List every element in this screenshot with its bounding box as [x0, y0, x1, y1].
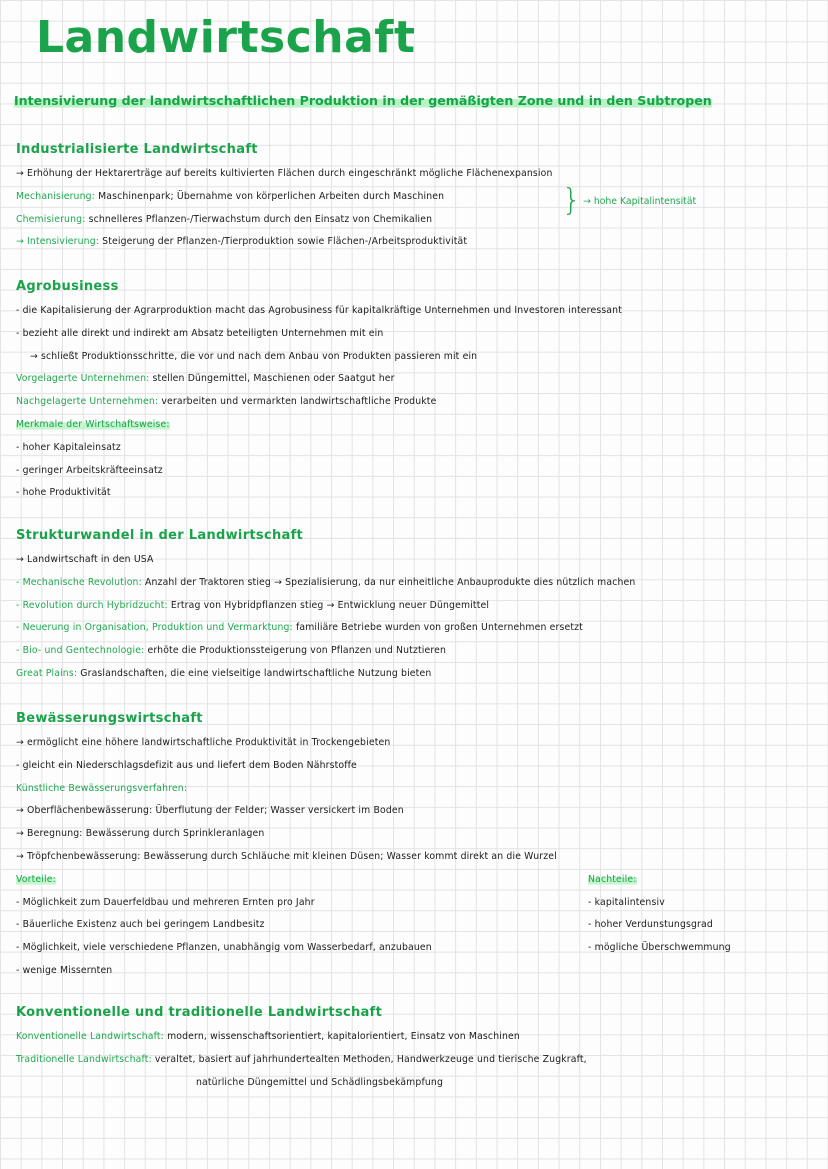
term-text: Graslandschaften, die eine vielseitige landwirtschaftliche Nutzung bieten	[80, 667, 432, 679]
section-konventionell-traditionell	[16, 1001, 820, 1094]
cons-label: Nachteile:	[588, 873, 637, 885]
term-label: - Bio- und Gentechnologie:	[16, 645, 145, 657]
term-label: - Revolution durch Hybridzucht:	[16, 599, 168, 611]
list-item: - hohe Produktivität	[16, 487, 111, 499]
term-label: Künstliche Bewässerungsverfahren:	[16, 782, 188, 794]
text-line	[16, 391, 820, 414]
text-line: → ermöglicht eine höhere landwirtschaftliche Produktivität in Trockengebieten	[16, 737, 391, 748]
list-item: - hoher Kapitaleinsatz	[16, 441, 121, 453]
brace-annotation	[562, 183, 697, 218]
term-label: → Intensivierung:	[16, 236, 100, 248]
text-line	[16, 186, 820, 209]
term-label: Nachgelagerte Unternehmen:	[16, 396, 159, 408]
list-item: - hoher Verdunstungsgrad	[588, 919, 713, 931]
text-line: → Landwirtschaft in den USA	[16, 554, 154, 565]
list-item: → Oberflächenbewässerung: Überflutung der Felder; Wasser versickert im Boden	[16, 805, 404, 817]
brace-text: → hohe Kapitalintensität	[583, 195, 697, 207]
list-item: → Beregnung: Bewässerung durch Sprinkleranlagen	[16, 828, 265, 840]
term-text: Steigerung der Pflanzen-/Tierproduktion sowie Flächen-/Arbeitsproduktivität	[102, 236, 468, 248]
text-line	[16, 414, 820, 437]
term-label: - Mechanische Revolution:	[16, 576, 142, 588]
text-line	[16, 231, 820, 254]
section-heading: Konventionelle und traditionelle Landwirtschaft	[16, 1005, 383, 1020]
section-bewaesserungswirtschaft	[16, 707, 820, 983]
highlight-label: Merkmale der Wirtschaftsweise:	[16, 418, 170, 430]
brace-icon: }	[562, 183, 582, 218]
text-line: - bezieht alle direkt und indirekt am Absatz beteiligten Unternehmen mit ein	[16, 327, 384, 339]
section-heading: Strukturwandel in der Landwirtschaft	[16, 528, 304, 543]
text-line	[16, 778, 820, 801]
topic-banner: Intensivierung der landwirtschaftlichen Produktion in der gemäßigten Zone und in den Subtropen	[14, 93, 712, 108]
text-line	[16, 572, 820, 595]
section-heading: Industrialisierte Landwirtschaft	[16, 142, 258, 157]
term-text: familiäre Betriebe wurden von großen Unternehmen ersetzt	[295, 622, 583, 634]
term-text: Anzahl der Traktoren stieg → Spezialisierung, da nur einheitliche Anbauprodukte dies nützlich machen	[144, 576, 636, 588]
text-line: - die Kapitalisierung der Agrarproduktion macht das Agrobusiness für kapitalkräftige Unternehmen und Investoren interessant	[16, 305, 622, 316]
list-item: - geringer Arbeitskräfteeinsatz	[16, 464, 163, 476]
term-text: Maschinenpark; Übernahme von körperlichen Arbeiten durch Maschinen	[98, 190, 445, 202]
text-line	[16, 209, 820, 232]
term-text: erhöte die Produktionssteigerung von Pflanzen und Nutztieren	[147, 645, 447, 657]
term-label: - Neuerung in Organisation, Produktion und Vermarktung:	[16, 622, 293, 634]
term-label: Traditionelle Landwirtschaft:	[16, 1053, 152, 1065]
section-agrobusiness	[16, 275, 820, 505]
text-line	[16, 617, 820, 640]
text-line	[16, 1026, 820, 1049]
list-item: - wenige Missernten	[16, 964, 113, 976]
term-text: modern, wissenschaftsorientiert, kapitalorientiert, Einsatz von Maschinen	[167, 1031, 520, 1042]
list-item: - mögliche Überschwemmung	[588, 942, 731, 954]
text-line	[16, 595, 820, 618]
term-text: schnelleres Pflanzen-/Tierwachstum durch den Einsatz von Chemikalien	[88, 213, 433, 225]
list-item: - Möglichkeit zum Dauerfeldbau und mehreren Ernten pro Jahr	[16, 896, 315, 908]
term-text: verarbeiten und vermarkten landwirtschaftliche Produkte	[161, 396, 437, 408]
term-text: stellen Düngemittel, Maschienen oder Saatgut her	[152, 373, 395, 385]
page-title: Landwirtschaft	[36, 12, 416, 63]
term-label: Mechanisierung:	[16, 190, 95, 202]
text-line: - gleicht ein Niederschlagsdefizit aus und liefert dem Boden Nährstoffe	[16, 759, 357, 771]
text-line: → schließt Produktionsschritte, die vor und nach dem Anbau von Produkten passieren mit ein	[30, 350, 478, 362]
list-item: - Möglichkeit, viele verschiedene Pflanzen, unabhängig vom Wasserbedarf, anzubauen	[16, 942, 432, 954]
term-label: Great Plains:	[16, 667, 78, 679]
term-label: Chemisierung:	[16, 213, 86, 225]
pros-label: Vorteile:	[16, 873, 56, 885]
section-heading: Agrobusiness	[16, 279, 119, 294]
section-heading: Bewässerungswirtschaft	[16, 711, 203, 726]
term-text: Ertrag von Hybridpflanzen stieg → Entwicklung neuer Düngemittel	[170, 599, 490, 611]
section-industrialisierte-landwirtschaft	[16, 138, 820, 254]
pros-cons	[16, 869, 820, 983]
list-item: - Bäuerliche Existenz auch bei geringem Landbesitz	[16, 919, 265, 931]
text-line	[16, 663, 820, 686]
term-label: Konventionelle Landwirtschaft:	[16, 1031, 164, 1042]
cons-label-line	[588, 869, 731, 892]
text-line	[16, 368, 820, 391]
cons-column	[588, 869, 731, 960]
list-item: → Tröpfchenbewässerung: Bewässerung durch Schläuche mit kleinen Düsen; Wasser kommt direkt an die Wurzel	[16, 850, 557, 862]
list-item: - kapitalintensiv	[588, 896, 665, 908]
text-line	[16, 640, 820, 663]
text-line	[16, 1049, 820, 1072]
text-line: → Erhöhung der Hektarerträge auf bereits kultivierten Flächen durch eingeschränkt mögliche Flächenexpansion	[16, 168, 553, 179]
text-line: natürliche Düngemittel und Schädlingsbekämpfung	[196, 1076, 443, 1088]
term-text: veraltet, basiert auf jahrhundertealten Methoden, Handwerkzeuge und tierische Zugkraft,	[154, 1053, 587, 1065]
term-label: Vorgelagerte Unternehmen:	[16, 373, 150, 385]
section-strukturwandel	[16, 524, 820, 686]
